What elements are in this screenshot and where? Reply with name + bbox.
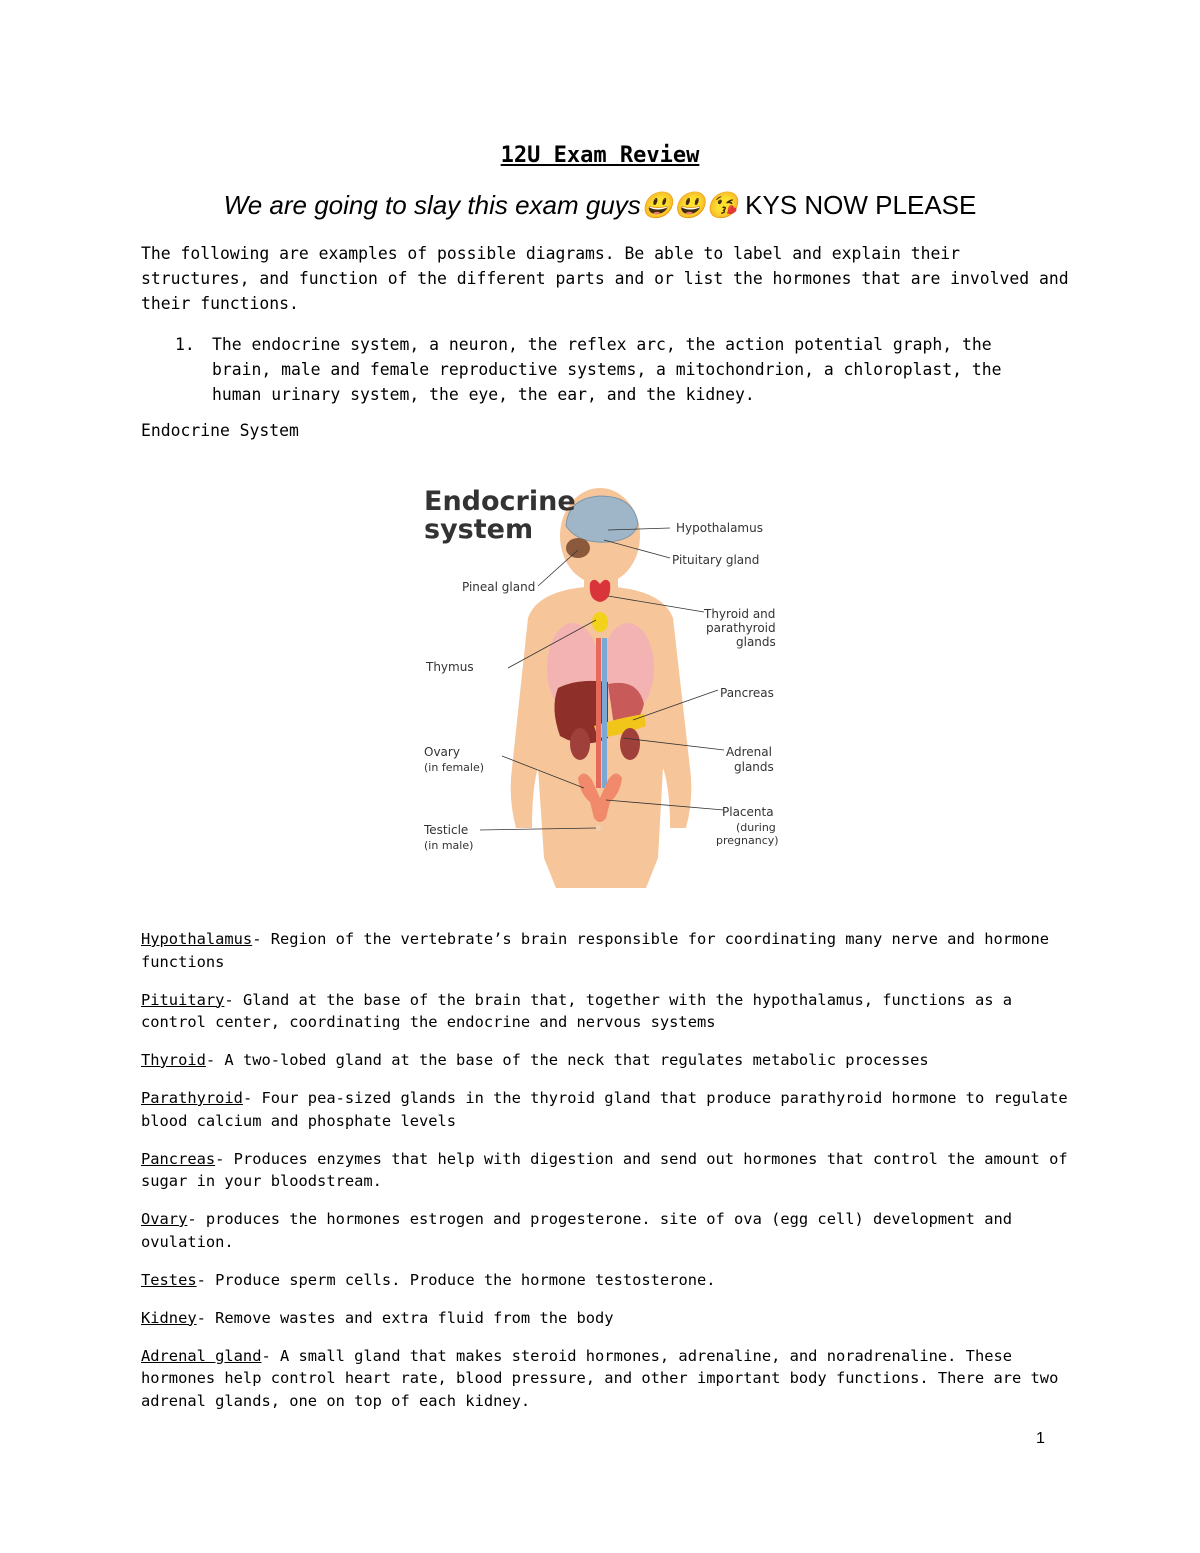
label-hypothalamus: Hypothalamus [676,521,763,535]
label-adrenal-line1: Adrenal [726,745,772,759]
definition-term: Pituitary [141,990,225,1009]
figure-title-line2: system [424,514,534,545]
label-placenta-line2: (during [736,821,776,834]
numbered-list [175,332,1055,407]
definition-term: Hypothalamus [141,930,253,948]
label-pituitary: Pituitary gland [672,553,760,567]
definition-ovary [141,1208,1071,1253]
label-pineal: Pineal gland [462,580,536,594]
definition-text: - A small gland that makes steroid hormones, adrenaline, and noradrenaline. These hormones help control heart rate, blood pressure, and other important body functions. There are two adrenal glands, one on top of each kidney. [141,1346,1059,1410]
label-ovary-line1: Ovary [424,745,460,759]
definition-pituitary [141,989,1071,1034]
definition-text: - Region of the vertebrate’s brain responsible for coordinating many nerve and hormone functions [141,930,1050,971]
definition-hypothalamus [141,928,1071,973]
list-item-text: The endocrine system, a neuron, the reflex arc, the action potential graph, the brain, male and female reproductive systems, a mitochondrion, a chloroplast, the human urinary system, the eye, the ear, and the kidney. [212,335,1002,404]
page-number: 1 [1036,1430,1045,1447]
definition-text: - produces the hormones estrogen and progesterone. site of ova (egg cell) development and ovulation. [141,1210,1013,1251]
definition-term: Kidney [141,1308,197,1327]
definition-text: - Four pea-sized glands in the thyroid gland that produce parathyroid hormone to regulate blood calcium and phosphate levels [141,1089,1068,1130]
label-pancreas: Pancreas [720,686,774,700]
endocrine-diagram [408,468,798,888]
kidney-right-shape [620,728,640,760]
label-placenta-line1: Placenta [722,805,774,819]
definition-text: - Remove wastes and extra fluid from the body [196,1308,614,1327]
label-thyroid-line1: Thyroid and [704,607,776,621]
page-subtitle [0,190,1200,221]
aorta-shape [596,638,601,788]
endocrine-system-figure [408,468,798,888]
label-testicle-line1: Testicle [424,823,469,837]
figure-title-line1: Endocrine [424,486,576,517]
definition-kidney [141,1307,1071,1330]
brain-shape [566,496,638,542]
definition-text: - A two-lobed gland at the base of the neck that regulates metabolic processes [205,1051,929,1069]
thymus-shape [592,612,608,632]
definitions-list [141,928,1071,1428]
definition-adrenal-gland [141,1345,1071,1413]
definition-text: - Produces enzymes that help with digestion and send out hormones that control the amount of sugar in your bloodstream. [141,1149,1068,1190]
definition-term: Adrenal gland [141,1346,262,1365]
definition-text: - Produce sperm cells. Produce the hormone testosterone. [196,1270,716,1289]
definition-parathyroid [141,1087,1071,1132]
page-title: 12U Exam Review [500,143,700,168]
definition-term: Parathyroid [141,1089,243,1107]
definition-term: Thyroid [141,1051,206,1069]
label-thymus: Thymus [426,660,474,674]
vena-cava-shape [602,638,607,788]
definition-term: Ovary [141,1210,188,1228]
subtitle-normal: KYS NOW PLEASE [737,190,977,220]
definition-term: Testes [141,1270,197,1289]
label-testicle-line2: (in male) [424,839,474,852]
definition-thyroid [141,1049,1071,1072]
cerebellum-shape [566,538,590,558]
definition-term: Pancreas [141,1149,216,1168]
definition-pancreas [141,1148,1071,1193]
definition-testes [141,1269,1071,1292]
intro-paragraph: The following are examples of possible diagrams. Be able to label and explain their structures, and function of the different parts and or list the hormones that are involved and their functions. [141,244,1069,313]
list-item-number: 1. [175,335,195,354]
definition-text: - Gland at the base of the brain that, together with the hypothalamus, functions as a control center, coordinating the endocrine and nervous systems [141,990,1013,1031]
list-item [175,332,1055,407]
label-adrenal-line2: glands [734,760,774,774]
label-thyroid-line3: glands [736,635,776,649]
label-ovary-line2: (in female) [424,761,485,774]
section-heading: Endocrine System [141,421,299,440]
subtitle-italic: We are going to slay this exam guys😃😃😘 [223,190,738,220]
kidney-left-shape [570,728,590,760]
label-thyroid-line2: parathyroid [706,621,776,635]
label-placenta-line3: pregnancy) [716,834,779,847]
